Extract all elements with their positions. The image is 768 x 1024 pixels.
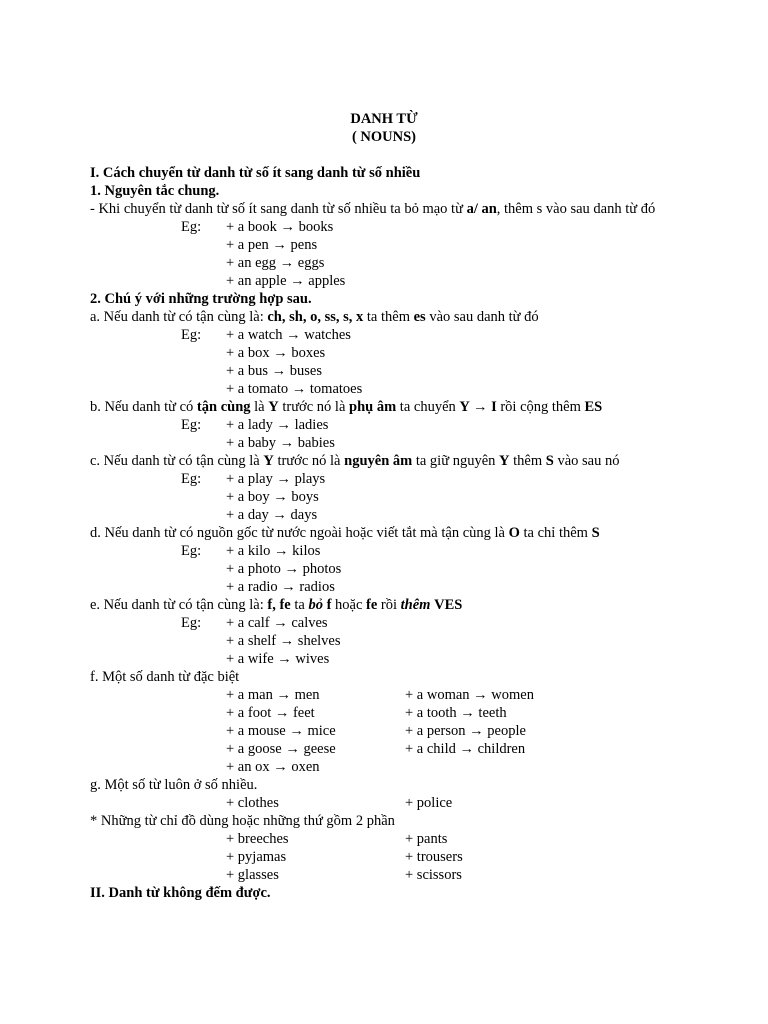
example-row: Eg: + a kilo → kilos <box>181 543 321 559</box>
example-row: + a tomato → tomatoes <box>226 381 363 397</box>
example-row: Eg: + a play → plays <box>181 471 326 487</box>
example-row: + an apple → apples <box>226 273 346 289</box>
example-row: + a man → men + a woman → women <box>226 687 534 703</box>
example-row: + a radio → radios <box>226 579 335 595</box>
rule-f: f. Một số danh từ đặc biệt <box>90 669 240 685</box>
example-row: + a goose → geese + a child → children <box>226 741 526 757</box>
eg-label: Eg: <box>181 219 202 235</box>
example-row: Eg: + a lady → ladies <box>181 417 329 433</box>
example-row: Eg: + a watch → watches <box>181 327 351 343</box>
example-row: + a mouse → mice + a person → people <box>226 723 526 739</box>
example-row: Eg: + a calf → calves <box>181 615 328 631</box>
rule-d: d. Nếu danh từ có nguồn gốc từ nước ngoài hoặc viết tắt mà tận cùng là O ta chỉ thêm S <box>90 525 600 541</box>
rule-b: b. Nếu danh từ có tận cùng là Y trước nó là phụ âm ta chuyển Y → I rồi cộng thêm ES <box>90 399 603 415</box>
example-row: + a box → boxes <box>226 345 326 361</box>
example-row: + a wife → wives <box>226 651 330 667</box>
rule-g: g. Một số từ luôn ở số nhiều. <box>90 777 258 793</box>
section-2-heading: II. Danh từ không đếm được. <box>90 885 271 901</box>
rule-c: c. Nếu danh từ có tận cùng là Y trước nó là nguyên âm ta giữ nguyên Y thêm S vào sau nó <box>90 453 620 469</box>
rule-general: - Khi chuyển từ danh từ số ít sang danh từ số nhiều ta bỏ mạo từ a/ an, thêm s vào sau danh từ đó <box>90 201 656 217</box>
example-row: Eg: + a book → books <box>181 219 334 235</box>
example-row: + a pen → pens <box>226 237 318 253</box>
rule-note: * Những từ chỉ đồ dùng hoặc những thứ gồm 2 phần <box>90 813 395 829</box>
subsection-1-heading: 1. Nguyên tắc chung. <box>90 183 220 199</box>
example-row: + a shelf → shelves <box>226 633 341 649</box>
page-subtitle: ( NOUNS) <box>351 129 417 145</box>
subsection-2-heading: 2. Chú ý với những trường hợp sau. <box>90 291 312 307</box>
example-row: + a day → days <box>226 507 318 523</box>
page-title: DANH TỪ <box>350 111 418 127</box>
example-row: + breeches + pants <box>226 831 448 847</box>
example-row: + a boy → boys <box>226 489 319 505</box>
example-row: + glasses + scissors <box>226 867 462 883</box>
rule-a: a. Nếu danh từ có tận cùng là: ch, sh, o, ss, s, x ta thêm es vào sau danh từ đó <box>90 309 539 325</box>
example-row: + a baby → babies <box>226 435 335 451</box>
example-row: + pyjamas + trousers <box>226 849 463 865</box>
example-row: + clothes + police <box>226 795 453 811</box>
example-row: + an ox → oxen <box>226 759 320 775</box>
example-row: + a photo → photos <box>226 561 342 577</box>
rule-e: e. Nếu danh từ có tận cùng là: f, fe ta bỏ f hoặc fe rồi thêm VES <box>90 597 463 613</box>
example-row: + a bus → buses <box>226 363 322 379</box>
example-row: + an egg → eggs <box>226 255 325 271</box>
section-1-heading: I. Cách chuyển từ danh từ số ít sang danh từ số nhiều <box>90 165 421 181</box>
example-row: + a foot → feet + a tooth → teeth <box>226 705 507 721</box>
